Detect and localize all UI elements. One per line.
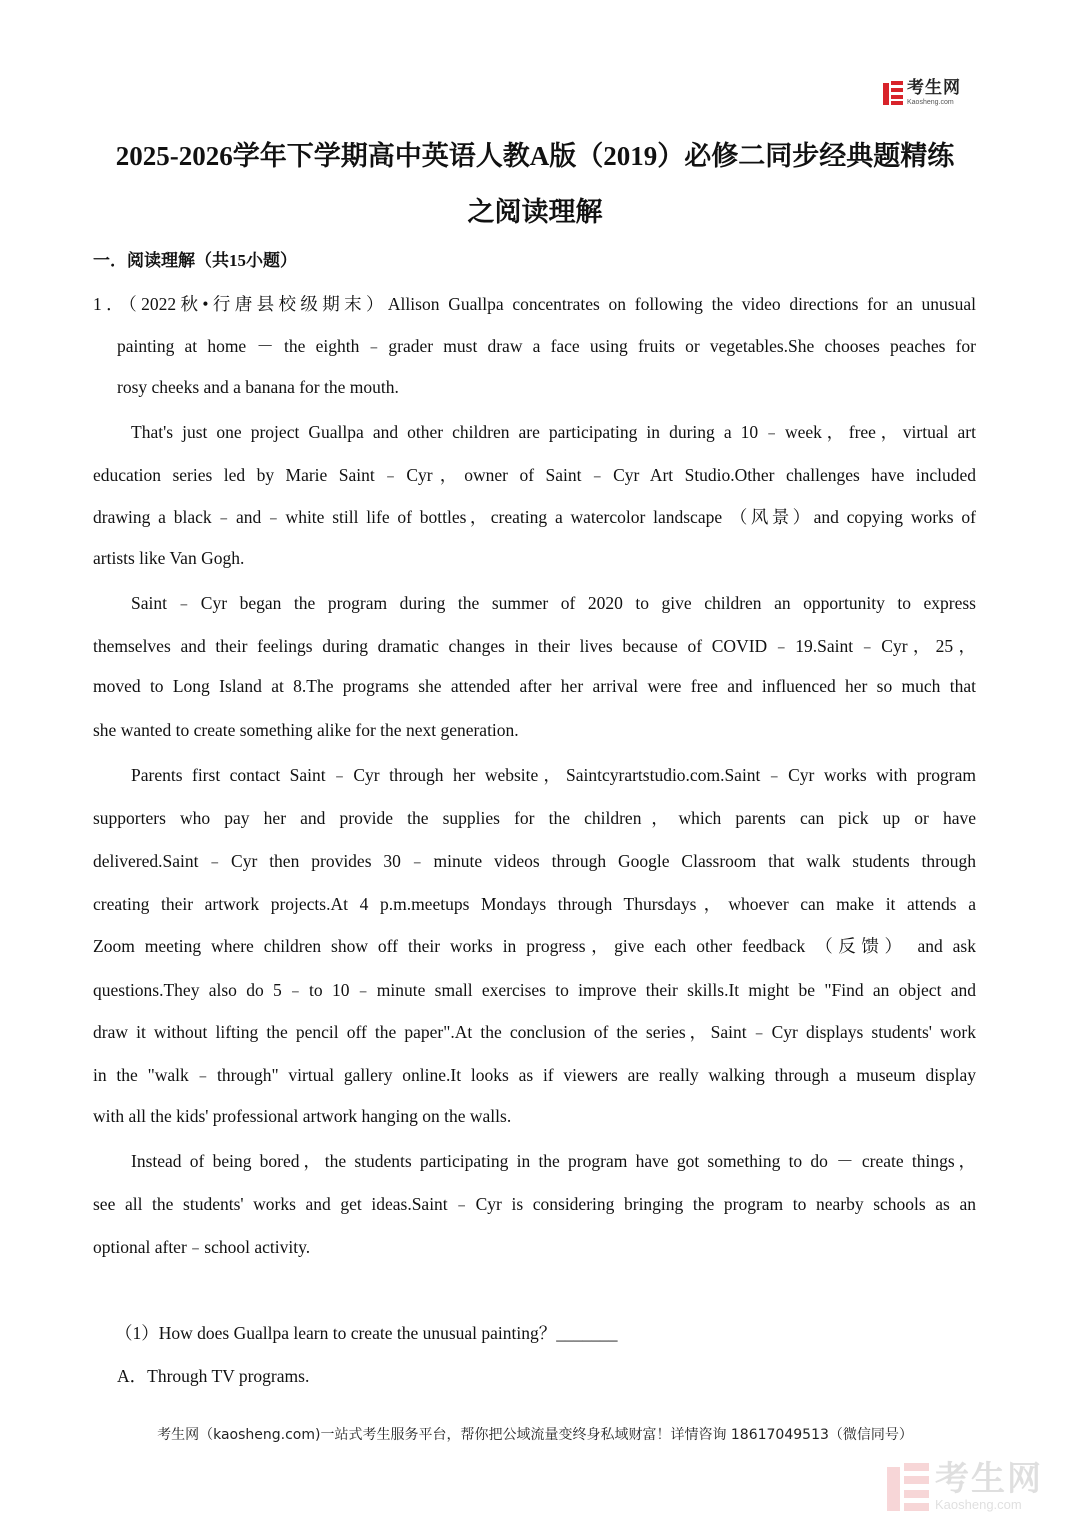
intro-line: painting at home － the eighth﹣grader must draw a face using fruits or vegetables.She chooses peaches for	[117, 336, 976, 356]
paragraph-5-line: Instead of being bored，the students participating in the program have got something to do － create things，	[131, 1151, 976, 1171]
document-title-line1: 2025-2026学年下学期高中英语人教A版（2019）必修二同步经典题精练	[115, 141, 955, 171]
paragraph-4-line: in the "walk﹣through" virtual gallery online.It looks as if viewers are really walking through a museum display	[93, 1065, 976, 1085]
paragraph-2-line: education series led by Marie Saint﹣Cyr，owner of Saint﹣Cyr Art Studio.Other challenges have included	[93, 465, 976, 485]
paragraph-4-line: Zoom meeting where children show off their works in progress，give each other feedback （反馈） and ask	[93, 936, 976, 956]
intro-line: rosy cheeks and a banana for the mouth.	[117, 377, 399, 397]
paragraph-2-line: drawing a black﹣and﹣white still life of bottles，creating a watercolor landscape （风景）and copying works of	[93, 507, 976, 527]
paragraph-4-line: creating their artwork projects.At 4 p.m.meetups Mondays through Thursdays，whoever can make it attends a	[93, 894, 976, 914]
header-logo	[883, 80, 961, 106]
section-heading: 一．阅读理解（共15小题）	[93, 251, 297, 270]
sub-question-1: （1）How does Guallpa learn to create the unusual painting？_______	[115, 1323, 618, 1343]
intro-line: 1．（2022秋•行唐县校级期末）Allison Guallpa concentrates on following the video directions for an unusual	[93, 294, 976, 314]
paragraph-2-line: artists like Van Gogh.	[93, 548, 245, 568]
paragraph-4-line: delivered.Saint﹣Cyr then provides 30﹣minute videos through Google Classroom that walk students through	[93, 851, 976, 871]
paragraph-4-line: questions.They also do 5﹣to 10﹣minute small exercises to improve their skills.It might be "Find an object and	[93, 980, 976, 1000]
document-title-line2: 之阅读理解	[467, 197, 603, 227]
paragraph-4-line: draw it without lifting the pencil off the paper".At the conclusion of the series，Saint﹣Cyr displays students' work	[93, 1022, 976, 1042]
paragraph-3-line: Saint﹣Cyr began the program during the summer of 2020 to give children an opportunity to express	[131, 593, 976, 613]
paragraph-4-line: supporters who pay her and provide the supplies for the children，which parents can pick up or have	[93, 808, 976, 828]
watermark-text-cn: 考生网	[935, 1459, 1043, 1499]
option-a: A．Through TV programs.	[117, 1366, 310, 1386]
paragraph-3-line: moved to Long Island at 8.The programs she attended after her arrival were free and influenced her so much that	[93, 676, 976, 696]
paragraph-4-line: Parents first contact Saint﹣Cyr through her website，Saintcyrartstudio.com.Saint﹣Cyr works with program	[131, 765, 976, 785]
paragraph-2-line: That's just one project Guallpa and other children are participating in during a 10﹣week，free，virtual art	[131, 422, 976, 442]
logo-icon	[883, 81, 903, 105]
watermark-text-en: Kaosheng.com	[935, 1497, 1022, 1512]
footer-ad-text: 考生网（kaosheng.com)一站式考生服务平台，帮你把公域流量变终身私域财富！详情咨询 18617049513（微信同号）	[157, 1427, 913, 1443]
paragraph-3-line: themselves and their feelings during dramatic changes in their lives because of COVID﹣19.Saint﹣Cyr，25，	[93, 636, 976, 656]
logo-text-en: Kaosheng.com	[907, 99, 954, 106]
logo-text-cn: 考生网	[907, 78, 961, 98]
paragraph-5-line: optional after﹣school activity.	[93, 1237, 311, 1257]
paragraph-3-line: she wanted to create something alike for the next generation.	[93, 720, 519, 740]
paragraph-5-line: see all the students' works and get ideas.Saint﹣Cyr is considering bringing the program to nearby schools as an	[93, 1194, 976, 1214]
watermark-icon	[887, 1463, 929, 1511]
paragraph-4-line: with all the kids' professional artwork hanging on the walls.	[93, 1106, 512, 1126]
watermark-logo	[887, 1459, 1043, 1512]
